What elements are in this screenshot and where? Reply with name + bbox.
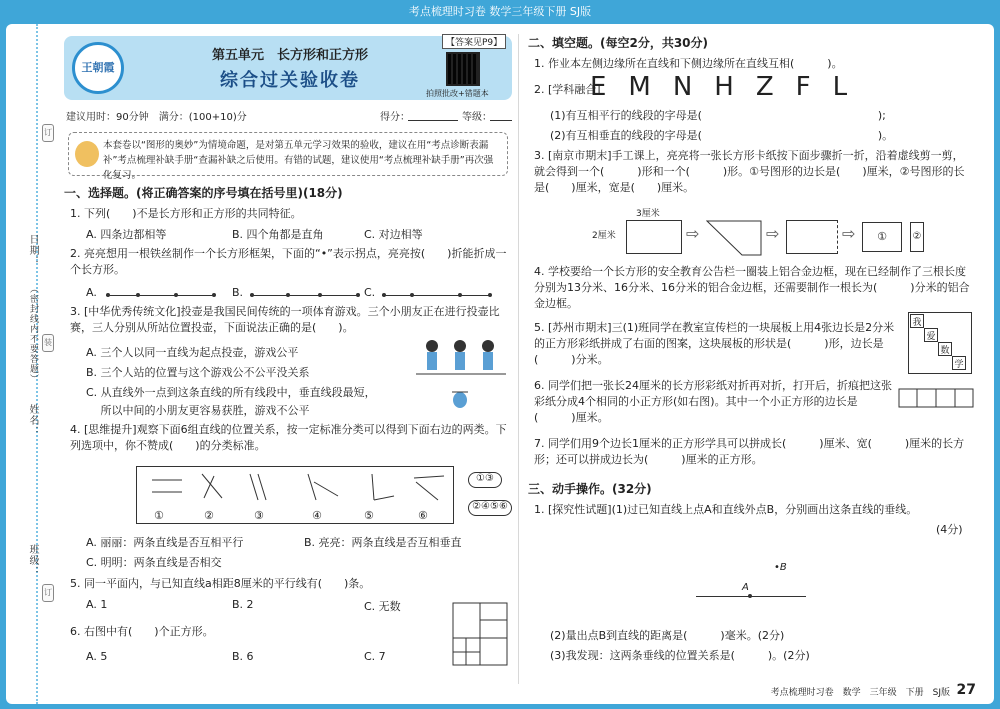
q2-wire-a bbox=[106, 295, 214, 296]
side-date: 日期： bbox=[27, 234, 38, 267]
score-label: 得分： bbox=[380, 112, 410, 123]
fill-question-2b: (2)有互相垂直的线段的字母是( )。 bbox=[550, 129, 894, 142]
q1-option-a[interactable]: A. 四条边都相等 bbox=[86, 228, 167, 241]
poster-char: 学 bbox=[952, 356, 966, 370]
q4-label-6: ⑥ bbox=[418, 509, 428, 522]
bend-dot bbox=[382, 293, 386, 297]
q4-line-pairs bbox=[138, 468, 452, 508]
footer-text: 考点梳理时习卷 数学 三年级 下册 SJ版 bbox=[770, 688, 950, 698]
operate-question-2: (2)量出点B到直线的距离是( )毫米。(2分) bbox=[550, 629, 785, 642]
qr-caption: 拍照批改+错题本 bbox=[426, 89, 489, 98]
question-4: 4. [思维提升]观察下面6组直线的位置关系，按一定标准分类可以得到下面右边的两类。下列选项中，你不赞成( )的分类标准。 bbox=[70, 423, 507, 452]
bend-dot bbox=[136, 293, 140, 297]
q5-option-a[interactable]: A. 1 bbox=[86, 598, 108, 611]
bend-dot bbox=[488, 293, 492, 297]
q4-label-3: ③ bbox=[254, 509, 264, 522]
point-b-label: •B bbox=[774, 562, 787, 573]
q4-option-c[interactable]: C. 明明：两条直线是否相交 bbox=[86, 556, 222, 569]
q4-class-2: ②④⑤⑥ bbox=[468, 500, 512, 516]
q2-wire-c bbox=[382, 295, 490, 296]
q6-squares-figure bbox=[452, 602, 508, 666]
time-score-info: 建议用时：90分钟 满分：(100+10)分 bbox=[66, 112, 247, 123]
q3-option-c[interactable]: C. 从直线外一点到这条直线的所有线段中，垂直线段最短， bbox=[86, 386, 376, 399]
q4-label-5: ⑤ bbox=[364, 509, 374, 522]
q5-option-b[interactable]: B. 2 bbox=[232, 598, 254, 611]
arrow-right-icon: ⇨ bbox=[766, 224, 780, 243]
fill-question-5: 5. [苏州市期末]三(1)班同学在教室宣传栏的一块展板上用4张边长是2分米的正方形彩纸拼成了右面的图案，这块展板的形状是( )形，边长是( )分米。 bbox=[534, 321, 895, 366]
question-3: 3. [中华优秀传统文化]投壶是我国民间传统的一项体育游戏。三个小朋友正在进行投壶比赛，三人分别从所站位置投壶，下面说法正确的是( )。 bbox=[70, 305, 500, 334]
exam-header bbox=[64, 36, 512, 100]
side-class: 班级： bbox=[27, 544, 38, 577]
q4-option-b[interactable]: B. 亮亮：两条直线是否互相垂直 bbox=[304, 536, 462, 549]
fold-height-label: 2厘米 bbox=[592, 231, 616, 241]
level-field[interactable] bbox=[490, 120, 512, 121]
fold-step-1 bbox=[626, 220, 682, 254]
q1-option-c[interactable]: C. 对边相等 bbox=[364, 228, 423, 241]
section-3-heading: 三、动手操作。(32分) bbox=[528, 482, 652, 496]
top-banner: 考点梳理时习卷 数学三年级下册 SJ版 bbox=[0, 0, 1000, 24]
arrow-right-icon: ⇨ bbox=[686, 224, 700, 243]
operate-points: (4分) bbox=[936, 523, 963, 536]
point-a-label: A bbox=[742, 582, 749, 593]
folded-paper-figure bbox=[898, 388, 974, 408]
letter-row: EMNHZFL bbox=[590, 72, 870, 102]
column-divider bbox=[518, 34, 519, 684]
answer-tag: 【答案见P9】 bbox=[442, 34, 506, 49]
fill-question-1: 1. 作业本左侧边缘所在直线和下侧边缘所在直线互相( )。 bbox=[534, 57, 843, 70]
worksheet-page bbox=[6, 24, 994, 704]
question-1: 1. 下列( )不是长方形和正方形的共同特征。 bbox=[70, 207, 302, 220]
fold-step-3 bbox=[786, 220, 838, 254]
pitch-pot-kids-illustration bbox=[416, 334, 506, 414]
page-number: 27 bbox=[956, 682, 976, 698]
q3-option-b[interactable]: B. 三个人站的位置与这个游戏公不公平没关系 bbox=[86, 366, 310, 379]
side-seal: （密封线内不要答题） bbox=[28, 284, 38, 384]
shape-2: ② bbox=[910, 222, 924, 252]
question-6: 6. 右图中有( )个正方形。 bbox=[70, 625, 214, 638]
shape-1: ① bbox=[862, 222, 902, 252]
fill-question-6: 6. 同学们把一张长24厘米的长方形彩纸对折再对折，打开后，折痕把这张彩纸分成4个相同的小正方形(如右图)。其中一个小正方形的边长是( )厘米。 bbox=[534, 379, 892, 424]
q6-option-a[interactable]: A. 5 bbox=[86, 650, 108, 663]
q6-option-c[interactable]: C. 7 bbox=[364, 650, 386, 663]
bend-dot bbox=[212, 293, 216, 297]
q2-option-b[interactable]: B. bbox=[232, 286, 244, 299]
q5-option-c[interactable]: C. 无数 bbox=[364, 600, 401, 613]
bend-dot bbox=[458, 293, 462, 297]
bend-dot bbox=[410, 293, 414, 297]
q4-label-4: ④ bbox=[312, 509, 322, 522]
poster-char: 爱 bbox=[924, 328, 938, 342]
side-name: 姓名： bbox=[27, 404, 38, 437]
binding-hole: 订 bbox=[42, 584, 54, 602]
section-1-heading: 一、选择题。(将正确答案的序号填在括号里)(18分) bbox=[64, 186, 343, 200]
q2-option-c[interactable]: C. bbox=[364, 286, 376, 299]
q4-class-1: ①③ bbox=[468, 472, 502, 488]
bend-dot bbox=[286, 293, 290, 297]
q6-option-b[interactable]: B. 6 bbox=[232, 650, 254, 663]
owl-mascot-icon bbox=[75, 141, 99, 167]
q2-wire-b bbox=[250, 295, 358, 296]
binding-hole: 订 bbox=[42, 124, 54, 142]
q3-option-c-cont: 所以中间的小朋友更容易获胜，游戏不公平 bbox=[86, 404, 310, 417]
bend-dot bbox=[106, 293, 110, 297]
fill-question-2a: (1)有互相平行的线段的字母是( ); bbox=[550, 109, 886, 122]
binding-hole: 装 bbox=[42, 334, 54, 352]
fold-width-label: 3厘米 bbox=[636, 209, 660, 219]
fill-question-3: 3. [南京市期末]手工课上，亮亮将一张长方形卡纸按下面步骤折一折，沿着虚线剪一剪，就会得到一个( )形和一个( )形。①号图形的边长是( )厘米，②号图形的长是( )厘米，宽是( )厘米。 bbox=[534, 149, 965, 194]
bend-dot bbox=[356, 293, 360, 297]
poster-char: 我 bbox=[910, 314, 924, 328]
unit-title: 第五单元 长方形和正方形 bbox=[211, 48, 368, 63]
fold-step-2 bbox=[706, 220, 762, 256]
section-2-heading: 二、填空题。(每空2分，共30分) bbox=[528, 36, 709, 50]
q4-label-2: ② bbox=[204, 509, 214, 522]
q2-option-a[interactable]: A. bbox=[86, 286, 97, 299]
q4-label-1: ① bbox=[154, 509, 164, 522]
intro-note: 本套卷以“图形的奥妙”为情境命题，是对第五单元学习效果的验收，建议在用“考点诊断表漏补”考点梳理补缺手册“查漏补缺之后使用。有错的试题，建议使用“考点梳理补缺手册”再次强化复习。 bbox=[68, 132, 508, 176]
right-column bbox=[528, 24, 978, 704]
poster-char: 数 bbox=[938, 342, 952, 356]
bend-dot bbox=[318, 293, 322, 297]
level-label: 等级： bbox=[462, 112, 492, 123]
q1-option-b[interactable]: B. 四个角都是直角 bbox=[232, 228, 324, 241]
fill-question-2-tag: 2. [学科融合] bbox=[534, 83, 601, 96]
brand-logo: 王朝霞 bbox=[72, 42, 124, 94]
question-5: 5. 同一平面内，与已知直线a相距8厘米的平行线有( )条。 bbox=[70, 577, 371, 590]
operate-question-1: 1. [探究性试题](1)过已知直线上点A和直线外点B，分别画出这条直线的垂线。 bbox=[534, 503, 918, 516]
left-column bbox=[64, 24, 512, 704]
question-2: 2. 亮亮想用一根铁丝制作一个长方形框架，下面的“•”表示拐点，亮亮按( )折能折成一个长方形。 bbox=[70, 247, 507, 276]
q4-option-a[interactable]: A. 丽丽：两条直线是否互相平行 bbox=[86, 536, 244, 549]
fill-question-7: 7. 同学们用9个边长1厘米的正方形学具可以拼成长( )厘米、宽( )厘米的长方形；还可以拼成边长为( )厘米的正方形。 bbox=[534, 437, 965, 466]
q3-option-a[interactable]: A. 三个人以同一直线为起点投壶，游戏公平 bbox=[86, 346, 299, 359]
score-field[interactable] bbox=[408, 120, 458, 121]
arrow-right-icon: ⇨ bbox=[842, 224, 856, 243]
operate-question-3: (3)我发现：这两条垂线的位置关系是( )。(2分) bbox=[550, 649, 810, 662]
fill-question-4: 4. 学校要给一个长方形的安全教育公告栏一圈装上铝合金边框，现在已经制作了三根长度分别为13分米、16分米、16分米的铝合金边框，还需要制作一根长为( )分米的铝合金边框。 bbox=[534, 265, 970, 310]
exam-title: 综合过关验收卷 bbox=[220, 70, 360, 91]
bend-dot bbox=[250, 293, 254, 297]
bend-dot bbox=[174, 293, 178, 297]
qr-code-icon[interactable] bbox=[446, 52, 480, 86]
